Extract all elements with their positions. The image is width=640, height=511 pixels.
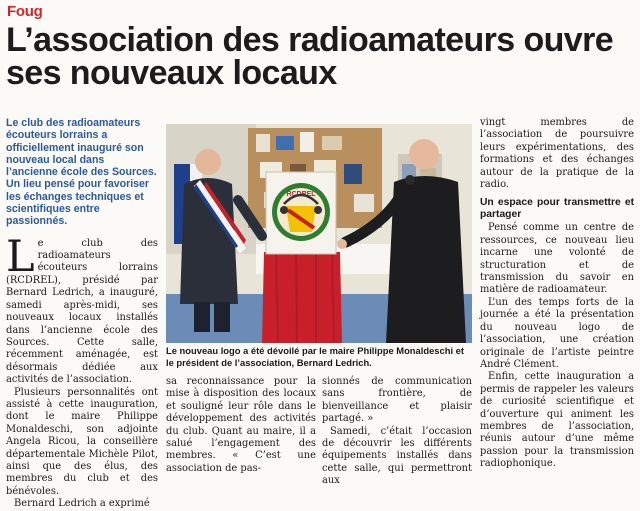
column-1: [6, 117, 158, 511]
paragraph: Pensé comme un centre de ressources, ce nouveau lieu incarne une volonté de structuration et de transmission du savoir en matière de radioamateur.: [480, 222, 634, 296]
logo-text: RCDREL: [286, 191, 316, 198]
paragraph: Samedi, c’était l’occasion de découvrir les différents équipements installés dans cette salle, qui permettront aux: [322, 425, 472, 487]
photo-caption: Le nouveau logo a été dévoilé par le maire Philippe Monaldeschi et le président de l’association, Bernard Ledrich.: [166, 345, 464, 368]
paragraph: L’un des temps forts de la journée a été la présentation du nouveau logo de l’association, une création originale de l’artiste peintre André Clément.: [480, 296, 634, 370]
paragraph: Bernard Ledrich a exprimé: [14, 498, 150, 510]
drop-cap: L: [6, 231, 35, 282]
article-photo: [166, 124, 472, 343]
paragraph-text: e club des radioamateurs écouteurs lorrains (RCDREL), présidé par Bernard Ledrich, a inauguré, samedi après-midi, ses nouveaux locaux installés dans l’ancienne école des Sources. Cette salle, récemment aménagée, est désormais dédiée aux activités de l’association.: [6, 237, 158, 386]
section-kicker: Foug: [7, 3, 43, 20]
column-3: [322, 376, 472, 488]
subheading: Un espace pour transmettre et partager: [480, 197, 634, 221]
paragraph: Plusieurs personnalités ont assisté à cette inauguration, dont le maire Philippe Monaldeschi, son adjointe Angela Ricou, la conseillère départementale Michèle Pilot, ainsi que des élus, des membres du club et des bénévoles.: [6, 386, 158, 497]
column-2: [166, 376, 316, 475]
paragraph: vingt membres de l’association de poursuivre leurs expérimentations, des formations et des échanges autour de la pratique de la radio.: [480, 117, 634, 191]
column-4: [480, 117, 634, 471]
paragraph: sa reconnaissance pour la mise à disposition des locaux et souligné leur rôle dans le développement des activités du club. Quant au maire, il a salué l’engagement des membres. « C’est une association de pas-: [166, 376, 316, 474]
paragraph: Enfin, cette inauguration a permis de rappeler les valeurs de curiosité scientifique et d’ouverture qui animent les membres de l’association, réunis autour d’une même passion pour la transmission radiophonique.: [480, 371, 634, 470]
paragraph: sionnés de communication sans frontière, de bienveillance et plaisir partagé. »: [322, 376, 472, 425]
article-headline: L’association des radioamateurs ouvre ses nouveaux locaux: [6, 21, 614, 92]
article-lead: Le club des radioamateurs écouteurs lorrains a officiellement inauguré son nouveau local dans l’ancienne école des Sources. Un lieu pensé pour favoriser les échanges techniques et scientifiques entre passionnés.: [6, 117, 157, 228]
paragraph: [6, 231, 158, 387]
